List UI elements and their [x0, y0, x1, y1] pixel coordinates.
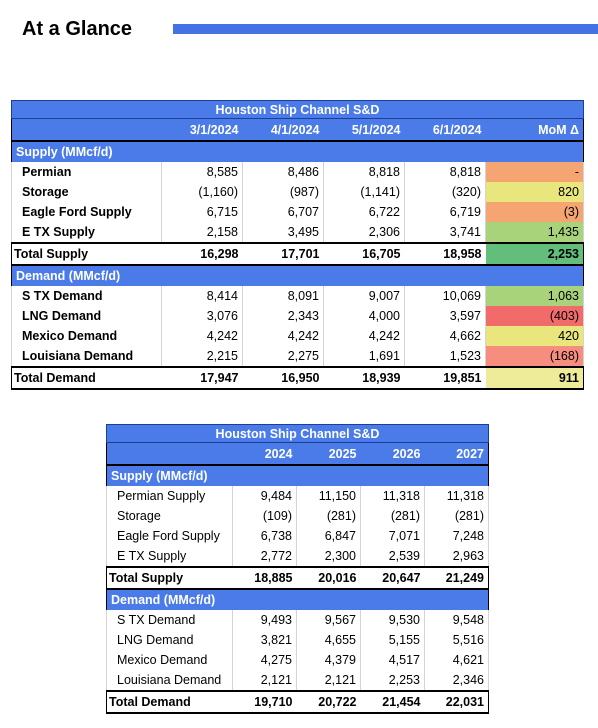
- row-label: Louisiana Demand: [107, 670, 233, 691]
- row-label: Louisiana Demand: [12, 346, 162, 367]
- table-row: [12, 346, 584, 367]
- mom-delta-cell: 1,435: [486, 222, 584, 243]
- value-cell: (109): [233, 506, 297, 526]
- row-label: Total Supply: [12, 243, 162, 265]
- value-cell: 11,150: [297, 486, 361, 506]
- table-row: [12, 286, 584, 306]
- value-cell: 18,885: [233, 567, 297, 589]
- table-title: Houston Ship Channel S&D: [12, 101, 584, 119]
- value-cell: 19,851: [405, 367, 486, 389]
- value-cell: (320): [405, 182, 486, 202]
- table-row: [107, 630, 489, 650]
- value-cell: 6,847: [297, 526, 361, 546]
- value-cell: 9,484: [233, 486, 297, 506]
- value-cell: 18,939: [324, 367, 405, 389]
- value-cell: 2,539: [361, 546, 425, 567]
- mom-delta-cell: (403): [486, 306, 584, 326]
- value-cell: (987): [243, 182, 324, 202]
- table-title: Houston Ship Channel S&D: [107, 425, 489, 443]
- value-cell: 2,121: [233, 670, 297, 691]
- value-cell: 10,069: [405, 286, 486, 306]
- table-row: [107, 486, 489, 506]
- value-cell: 8,585: [162, 162, 243, 182]
- value-cell: 6,707: [243, 202, 324, 222]
- row-label: Storage: [107, 506, 233, 526]
- value-cell: 6,722: [324, 202, 405, 222]
- value-cell: 6,719: [405, 202, 486, 222]
- column-header: MoM Δ: [486, 119, 584, 142]
- value-cell: 2,253: [361, 670, 425, 691]
- row-label: Storage: [12, 182, 162, 202]
- value-cell: 2,772: [233, 546, 297, 567]
- table-header-row: [107, 443, 489, 466]
- section-header-row: [107, 465, 489, 486]
- row-label: Total Demand: [107, 691, 233, 713]
- value-cell: 4,000: [324, 306, 405, 326]
- table-row: [12, 222, 584, 243]
- value-cell: 3,076: [162, 306, 243, 326]
- value-cell: 20,647: [361, 567, 425, 589]
- value-cell: 21,249: [425, 567, 489, 589]
- value-cell: 2,963: [425, 546, 489, 567]
- value-cell: 4,242: [243, 326, 324, 346]
- section-header: Supply (MMcf/d): [107, 465, 489, 486]
- section-header-row: [107, 589, 489, 610]
- row-label: E TX Supply: [107, 546, 233, 567]
- table-title-row: [12, 101, 584, 119]
- annual-sd-table: [106, 424, 489, 714]
- value-cell: (281): [361, 506, 425, 526]
- value-cell: 20,016: [297, 567, 361, 589]
- value-cell: 5,516: [425, 630, 489, 650]
- value-cell: 18,958: [405, 243, 486, 265]
- value-cell: 11,318: [425, 486, 489, 506]
- title-accent-bar: [173, 24, 598, 34]
- value-cell: (281): [297, 506, 361, 526]
- mom-delta-cell: -: [486, 162, 584, 182]
- value-cell: 4,242: [324, 326, 405, 346]
- value-cell: 1,691: [324, 346, 405, 367]
- row-label: S TX Demand: [12, 286, 162, 306]
- value-cell: 9,493: [233, 610, 297, 630]
- table-row: [107, 650, 489, 670]
- section-header-row: [12, 265, 584, 286]
- row-label: Total Demand: [12, 367, 162, 389]
- table-row: [12, 326, 584, 346]
- value-cell: 3,495: [243, 222, 324, 243]
- value-cell: 21,454: [361, 691, 425, 713]
- value-cell: 4,379: [297, 650, 361, 670]
- value-cell: 8,818: [405, 162, 486, 182]
- value-cell: 17,947: [162, 367, 243, 389]
- mom-delta-cell: (168): [486, 346, 584, 367]
- column-header: 2024: [233, 443, 297, 466]
- table-row: [107, 526, 489, 546]
- value-cell: 4,662: [405, 326, 486, 346]
- column-header: 3/1/2024: [162, 119, 243, 142]
- row-label: Eagle Ford Supply: [12, 202, 162, 222]
- total-row: [12, 367, 584, 389]
- value-cell: 11,318: [361, 486, 425, 506]
- value-cell: 2,300: [297, 546, 361, 567]
- section-header: Demand (MMcf/d): [107, 589, 489, 610]
- section-header: Supply (MMcf/d): [12, 141, 584, 162]
- total-row: [12, 243, 584, 265]
- value-cell: 9,548: [425, 610, 489, 630]
- mom-delta-cell: 420: [486, 326, 584, 346]
- mom-delta-cell: 2,253: [486, 243, 584, 265]
- row-label: E TX Supply: [12, 222, 162, 243]
- value-cell: 9,007: [324, 286, 405, 306]
- column-header: 2026: [361, 443, 425, 466]
- value-cell: (1,141): [324, 182, 405, 202]
- value-cell: 4,517: [361, 650, 425, 670]
- value-cell: 2,306: [324, 222, 405, 243]
- value-cell: 4,242: [162, 326, 243, 346]
- value-cell: (281): [425, 506, 489, 526]
- value-cell: 4,655: [297, 630, 361, 650]
- table-row: [12, 202, 584, 222]
- column-header: 2027: [425, 443, 489, 466]
- value-cell: 17,701: [243, 243, 324, 265]
- value-cell: (1,160): [162, 182, 243, 202]
- section-header-row: [12, 141, 584, 162]
- value-cell: 16,705: [324, 243, 405, 265]
- row-label: Mexico Demand: [107, 650, 233, 670]
- value-cell: 8,091: [243, 286, 324, 306]
- value-cell: 4,275: [233, 650, 297, 670]
- table-row: [107, 670, 489, 691]
- value-cell: 3,741: [405, 222, 486, 243]
- table-row: [107, 506, 489, 526]
- table-row: [12, 306, 584, 326]
- column-header: 5/1/2024: [324, 119, 405, 142]
- value-cell: 2,121: [297, 670, 361, 691]
- row-label: Eagle Ford Supply: [107, 526, 233, 546]
- column-header: 4/1/2024: [243, 119, 324, 142]
- value-cell: 2,275: [243, 346, 324, 367]
- value-cell: 5,155: [361, 630, 425, 650]
- value-cell: 19,710: [233, 691, 297, 713]
- table-row: [107, 610, 489, 630]
- value-cell: 22,031: [425, 691, 489, 713]
- value-cell: 3,597: [405, 306, 486, 326]
- value-cell: 1,523: [405, 346, 486, 367]
- value-cell: 2,343: [243, 306, 324, 326]
- column-header: [107, 443, 233, 466]
- value-cell: 3,821: [233, 630, 297, 650]
- value-cell: 9,567: [297, 610, 361, 630]
- column-header: [12, 119, 162, 142]
- row-label: Permian: [12, 162, 162, 182]
- value-cell: 9,530: [361, 610, 425, 630]
- table-row: [12, 162, 584, 182]
- column-header: 2025: [297, 443, 361, 466]
- value-cell: 2,346: [425, 670, 489, 691]
- total-row: [107, 567, 489, 589]
- value-cell: 16,950: [243, 367, 324, 389]
- monthly-sd-table: [11, 100, 584, 390]
- value-cell: 8,818: [324, 162, 405, 182]
- value-cell: 7,071: [361, 526, 425, 546]
- mom-delta-cell: 911: [486, 367, 584, 389]
- value-cell: 4,621: [425, 650, 489, 670]
- column-header: 6/1/2024: [405, 119, 486, 142]
- value-cell: 6,738: [233, 526, 297, 546]
- value-cell: 8,414: [162, 286, 243, 306]
- table-header-row: [12, 119, 584, 142]
- value-cell: 20,722: [297, 691, 361, 713]
- total-row: [107, 691, 489, 713]
- value-cell: 2,158: [162, 222, 243, 243]
- value-cell: 8,486: [243, 162, 324, 182]
- value-cell: 7,248: [425, 526, 489, 546]
- value-cell: 2,215: [162, 346, 243, 367]
- section-header: Demand (MMcf/d): [12, 265, 584, 286]
- mom-delta-cell: (3): [486, 202, 584, 222]
- row-label: LNG Demand: [107, 630, 233, 650]
- value-cell: 6,715: [162, 202, 243, 222]
- value-cell: 16,298: [162, 243, 243, 265]
- row-label: Total Supply: [107, 567, 233, 589]
- table-title-row: [107, 425, 489, 443]
- row-label: S TX Demand: [107, 610, 233, 630]
- mom-delta-cell: 820: [486, 182, 584, 202]
- row-label: Permian Supply: [107, 486, 233, 506]
- table-row: [107, 546, 489, 567]
- table-row: [12, 182, 584, 202]
- row-label: Mexico Demand: [12, 326, 162, 346]
- row-label: LNG Demand: [12, 306, 162, 326]
- page-title: At a Glance: [22, 18, 133, 40]
- mom-delta-cell: 1,063: [486, 286, 584, 306]
